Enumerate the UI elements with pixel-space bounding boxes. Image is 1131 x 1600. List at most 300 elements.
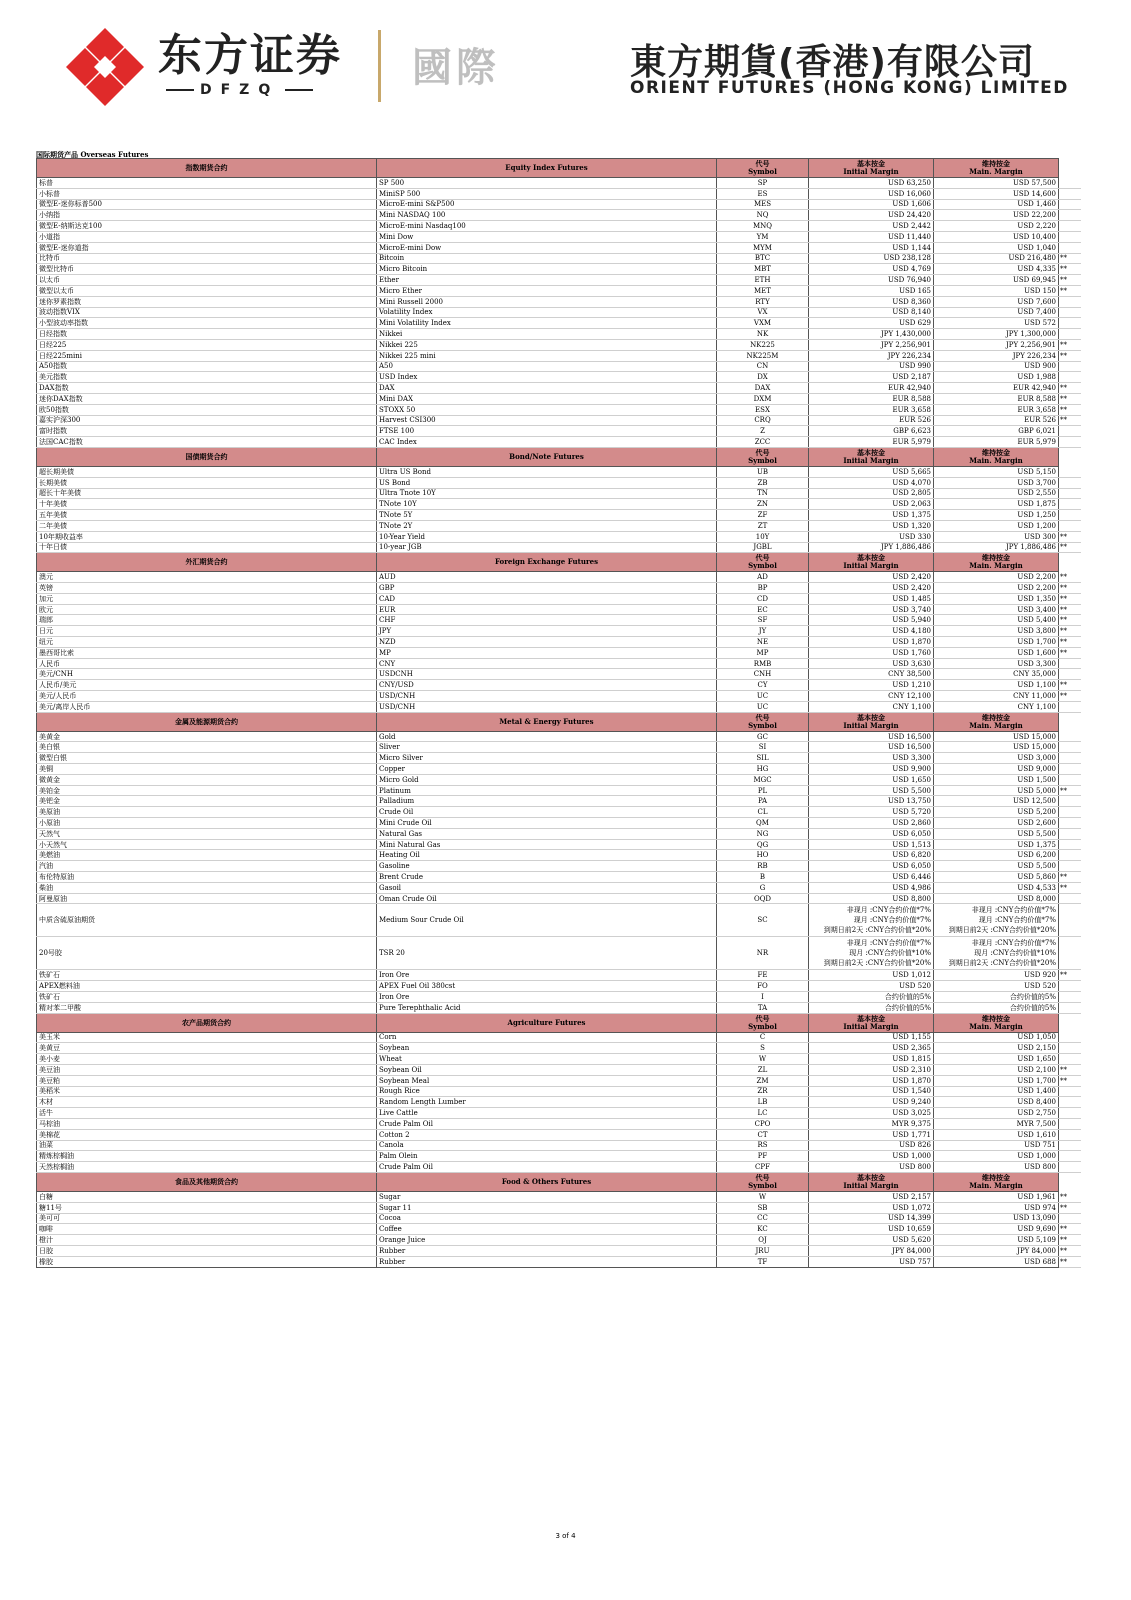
main-margin-header-en: Main. Margin bbox=[969, 455, 1023, 465]
product-symbol: SP bbox=[717, 178, 809, 189]
table-row bbox=[37, 839, 1081, 850]
product-symbol: S bbox=[717, 1043, 809, 1054]
product-name-cn: 柴油 bbox=[37, 882, 377, 893]
section-title-cn: 指数期货合约 bbox=[37, 159, 377, 178]
initial-margin: USD 13,750 bbox=[809, 796, 934, 807]
table-row bbox=[37, 242, 1081, 253]
adjust-marker bbox=[1059, 1086, 1081, 1097]
product-name-en: Bitcoin bbox=[377, 253, 717, 264]
product-name-cn: 欧元 bbox=[37, 604, 377, 615]
product-name-cn: 小纳指 bbox=[37, 210, 377, 221]
table-row bbox=[37, 350, 1081, 361]
initial-margin: USD 16,500 bbox=[809, 731, 934, 742]
product-name-cn: 咖啡 bbox=[37, 1224, 377, 1235]
product-name-cn: 阿曼原油 bbox=[37, 893, 377, 904]
table-row bbox=[37, 426, 1081, 437]
product-name-en: Nikkei 225 mini bbox=[377, 350, 717, 361]
table-row bbox=[37, 178, 1081, 189]
symbol-header-cn: 代号 bbox=[755, 1172, 770, 1182]
table-row bbox=[37, 1202, 1081, 1213]
section-header bbox=[37, 159, 1081, 178]
table-row bbox=[37, 1043, 1081, 1054]
symbol-header-cn: 代号 bbox=[755, 447, 770, 457]
initial-margin: USD 8,140 bbox=[809, 307, 934, 318]
main-margin-header bbox=[934, 447, 1059, 466]
adjust-marker: ** bbox=[1059, 691, 1081, 702]
product-symbol: ZT bbox=[717, 520, 809, 531]
initial-margin: USD 8,360 bbox=[809, 296, 934, 307]
product-name-en: Rough Rice bbox=[377, 1086, 717, 1097]
table-row bbox=[37, 1256, 1081, 1267]
product-symbol: QG bbox=[717, 839, 809, 850]
product-name-cn: 微型E-纳斯达克100 bbox=[37, 221, 377, 232]
initial-margin: USD 5,500 bbox=[809, 785, 934, 796]
product-name-cn: 汽油 bbox=[37, 861, 377, 872]
product-symbol: QM bbox=[717, 818, 809, 829]
table-row bbox=[37, 199, 1081, 210]
symbol-header-cn: 代号 bbox=[755, 712, 770, 722]
main-margin-header bbox=[934, 712, 1059, 731]
product-name-en: Mini Natural Gas bbox=[377, 839, 717, 850]
initial-margin-header bbox=[809, 1013, 934, 1032]
product-symbol: TA bbox=[717, 1002, 809, 1013]
main-margin: EUR 42,940 bbox=[934, 383, 1059, 394]
adjust-marker bbox=[1059, 981, 1081, 992]
main-margin: EUR 5,979 bbox=[934, 437, 1059, 448]
adjust-marker bbox=[1059, 1151, 1081, 1162]
main-margin: USD 1,650 bbox=[934, 1054, 1059, 1065]
symbol-header-en: Symbol bbox=[748, 720, 777, 730]
product-symbol: MET bbox=[717, 285, 809, 296]
table-row bbox=[37, 774, 1081, 785]
initial-margin: JPY 2,256,901 bbox=[809, 339, 934, 350]
product-name-cn: 美白银 bbox=[37, 742, 377, 753]
product-name-cn: 澳元 bbox=[37, 572, 377, 583]
table-row bbox=[37, 488, 1081, 499]
adjust-marker bbox=[1059, 520, 1081, 531]
product-name-en: Volatility Index bbox=[377, 307, 717, 318]
product-symbol: CT bbox=[717, 1129, 809, 1140]
initial-margin: CNY 12,100 bbox=[809, 691, 934, 702]
adjust-marker bbox=[1059, 188, 1081, 199]
symbol-header-en: Symbol bbox=[748, 1021, 777, 1031]
product-symbol: ZCC bbox=[717, 437, 809, 448]
product-symbol: ES bbox=[717, 188, 809, 199]
product-name-en: TNote 10Y bbox=[377, 499, 717, 510]
initial-margin: USD 1,540 bbox=[809, 1086, 934, 1097]
initial-margin: USD 1,000 bbox=[809, 1151, 934, 1162]
initial-margin: USD 1,012 bbox=[809, 970, 934, 981]
product-name-en: Random Length Lumber bbox=[377, 1097, 717, 1108]
sheet-title-cn: 国际期货产品 bbox=[36, 150, 78, 159]
product-symbol: JY bbox=[717, 626, 809, 637]
main-margin: USD 7,600 bbox=[934, 296, 1059, 307]
adjust-marker bbox=[1059, 210, 1081, 221]
product-name-en: US Bond bbox=[377, 477, 717, 488]
adjust-marker bbox=[1059, 1129, 1081, 1140]
product-symbol: ETH bbox=[717, 275, 809, 286]
product-symbol: NG bbox=[717, 828, 809, 839]
product-name-cn: 微型比特币 bbox=[37, 264, 377, 275]
adjust-marker bbox=[1059, 893, 1081, 904]
main-margin: USD 2,550 bbox=[934, 488, 1059, 499]
product-name-en: Ultra Tnote 10Y bbox=[377, 488, 717, 499]
initial-margin: USD 1,155 bbox=[809, 1032, 934, 1043]
product-name-cn: 小标普 bbox=[37, 188, 377, 199]
product-name-en: Wheat bbox=[377, 1054, 717, 1065]
initial-margin: MYR 9,375 bbox=[809, 1118, 934, 1129]
initial-margin: EUR 8,588 bbox=[809, 393, 934, 404]
main-margin: JPY 226,234 bbox=[934, 350, 1059, 361]
adjust-marker: ** bbox=[1059, 572, 1081, 583]
product-name-cn: 微型以太币 bbox=[37, 285, 377, 296]
initial-margin: USD 5,720 bbox=[809, 807, 934, 818]
main-margin: USD 2,150 bbox=[934, 1043, 1059, 1054]
product-name-cn: 美可可 bbox=[37, 1213, 377, 1224]
product-name-cn: A50指数 bbox=[37, 361, 377, 372]
product-name-cn: 波动指数VIX bbox=[37, 307, 377, 318]
initial-margin-header-en: Initial Margin bbox=[843, 167, 899, 176]
initial-margin: USD 1,375 bbox=[809, 510, 934, 521]
adjust-marker bbox=[1059, 499, 1081, 510]
table-row bbox=[37, 1162, 1081, 1173]
initial-margin: USD 6,446 bbox=[809, 872, 934, 883]
product-name-cn: 白糖 bbox=[37, 1191, 377, 1202]
product-name-cn: 美燃油 bbox=[37, 850, 377, 861]
product-symbol: CD bbox=[717, 593, 809, 604]
adjust-marker: ** bbox=[1059, 970, 1081, 981]
product-symbol: PL bbox=[717, 785, 809, 796]
adjust-marker: ** bbox=[1059, 1075, 1081, 1086]
table-row bbox=[37, 253, 1081, 264]
main-margin: USD 3,400 bbox=[934, 604, 1059, 615]
initial-margin bbox=[809, 904, 934, 937]
main-margin: USD 1,375 bbox=[934, 839, 1059, 850]
table-row bbox=[37, 818, 1081, 829]
table-row bbox=[37, 318, 1081, 329]
product-symbol: SC bbox=[717, 904, 809, 937]
main-margin-line: 现月 :CNY合约价值*10% bbox=[974, 949, 1056, 958]
product-name-en: USD/CNH bbox=[377, 701, 717, 712]
table-row bbox=[37, 1129, 1081, 1140]
initial-margin: EUR 5,979 bbox=[809, 437, 934, 448]
product-name-cn: 铁矿石 bbox=[37, 970, 377, 981]
initial-margin: USD 2,442 bbox=[809, 221, 934, 232]
initial-margin: USD 2,157 bbox=[809, 1191, 934, 1202]
product-symbol: B bbox=[717, 872, 809, 883]
main-margin: USD 5,109 bbox=[934, 1235, 1059, 1246]
main-margin: USD 1,040 bbox=[934, 242, 1059, 253]
product-symbol: FO bbox=[717, 981, 809, 992]
product-name-cn: 嘉实沪深300 bbox=[37, 415, 377, 426]
table-row bbox=[37, 393, 1081, 404]
initial-margin: USD 10,659 bbox=[809, 1224, 934, 1235]
product-symbol: FE bbox=[717, 970, 809, 981]
product-symbol: HO bbox=[717, 850, 809, 861]
product-name-cn: 日胶 bbox=[37, 1245, 377, 1256]
product-symbol: CL bbox=[717, 807, 809, 818]
product-name-cn: 日经225 bbox=[37, 339, 377, 350]
product-name-en: Sugar 11 bbox=[377, 1202, 717, 1213]
main-margin: EUR 8,588 bbox=[934, 393, 1059, 404]
product-name-cn: 美豆粕 bbox=[37, 1075, 377, 1086]
main-margin: USD 1,988 bbox=[934, 372, 1059, 383]
main-margin: USD 2,200 bbox=[934, 572, 1059, 583]
main-margin-header-cn: 维持按金 bbox=[982, 712, 1010, 722]
initial-margin: USD 1,320 bbox=[809, 520, 934, 531]
symbol-header bbox=[717, 1013, 809, 1032]
product-name-en: Mini Dow bbox=[377, 231, 717, 242]
section-title-en: Foreign Exchange Futures bbox=[377, 553, 717, 572]
product-name-cn: 木材 bbox=[37, 1097, 377, 1108]
table-row bbox=[37, 188, 1081, 199]
table-row bbox=[37, 372, 1081, 383]
adjust-marker bbox=[1059, 1213, 1081, 1224]
table-row bbox=[37, 680, 1081, 691]
main-margin: USD 5,500 bbox=[934, 828, 1059, 839]
initial-margin-header-cn: 基本按金 bbox=[857, 553, 885, 563]
product-name-en: Palm Olein bbox=[377, 1151, 717, 1162]
product-name-cn: DAX指数 bbox=[37, 383, 377, 394]
initial-margin: USD 9,900 bbox=[809, 764, 934, 775]
main-margin: USD 10,400 bbox=[934, 231, 1059, 242]
adjust-marker: ** bbox=[1059, 647, 1081, 658]
main-margin: USD 6,200 bbox=[934, 850, 1059, 861]
product-name-cn: 长期美债 bbox=[37, 477, 377, 488]
product-symbol: LB bbox=[717, 1097, 809, 1108]
product-name-en: Mini Volatility Index bbox=[377, 318, 717, 329]
adjust-marker: ** bbox=[1059, 1202, 1081, 1213]
section-title-cn: 外汇期货合约 bbox=[37, 553, 377, 572]
product-name-cn: 以太币 bbox=[37, 275, 377, 286]
main-margin: USD 800 bbox=[934, 1162, 1059, 1173]
adjust-marker bbox=[1059, 296, 1081, 307]
main-margin: USD 5,500 bbox=[934, 861, 1059, 872]
initial-margin-header-cn: 基本按金 bbox=[857, 712, 885, 722]
product-name-en: MicroE-mini Dow bbox=[377, 242, 717, 253]
product-name-cn: 活牛 bbox=[37, 1108, 377, 1119]
product-name-en: SP 500 bbox=[377, 178, 717, 189]
section-title-en: Equity Index Futures bbox=[377, 159, 717, 178]
initial-margin: CNY 38,500 bbox=[809, 669, 934, 680]
product-name-en: USD Index bbox=[377, 372, 717, 383]
table-row bbox=[37, 221, 1081, 232]
header-spacer bbox=[1059, 447, 1081, 466]
initial-margin-header bbox=[809, 159, 934, 178]
product-name-en: 10-year JGB bbox=[377, 542, 717, 553]
table-row bbox=[37, 1235, 1081, 1246]
section-header bbox=[37, 1172, 1081, 1191]
main-margin: USD 1,460 bbox=[934, 199, 1059, 210]
product-name-en: EUR bbox=[377, 604, 717, 615]
product-name-en: Micro Silver bbox=[377, 753, 717, 764]
product-name-en: Coffee bbox=[377, 1224, 717, 1235]
main-margin: EUR 3,658 bbox=[934, 404, 1059, 415]
initial-margin: USD 3,300 bbox=[809, 753, 934, 764]
product-name-cn: 小型波动率指数 bbox=[37, 318, 377, 329]
main-margin-line: 到期日前2天 :CNY合约价值*20% bbox=[948, 926, 1056, 935]
product-symbol: MBT bbox=[717, 264, 809, 275]
table-row bbox=[37, 882, 1081, 893]
adjust-marker bbox=[1059, 937, 1081, 970]
product-symbol: NQ bbox=[717, 210, 809, 221]
product-symbol: RTY bbox=[717, 296, 809, 307]
adjust-marker: ** bbox=[1059, 1245, 1081, 1256]
initial-margin: USD 1,072 bbox=[809, 1202, 934, 1213]
adjust-marker: ** bbox=[1059, 415, 1081, 426]
product-symbol: HG bbox=[717, 764, 809, 775]
product-name-en: MiniSP 500 bbox=[377, 188, 717, 199]
table-row bbox=[37, 796, 1081, 807]
product-name-en: Mini Russell 2000 bbox=[377, 296, 717, 307]
initial-margin: USD 1,650 bbox=[809, 774, 934, 785]
product-symbol: AD bbox=[717, 572, 809, 583]
table-row bbox=[37, 1140, 1081, 1151]
table-row bbox=[37, 210, 1081, 221]
main-margin: USD 751 bbox=[934, 1140, 1059, 1151]
initial-margin: USD 2,187 bbox=[809, 372, 934, 383]
adjust-marker: ** bbox=[1059, 1256, 1081, 1267]
adjust-marker: ** bbox=[1059, 626, 1081, 637]
table-row bbox=[37, 669, 1081, 680]
table-row bbox=[37, 415, 1081, 426]
table-row bbox=[37, 499, 1081, 510]
product-name-en: Cocoa bbox=[377, 1213, 717, 1224]
product-name-cn: 美元/离岸人民币 bbox=[37, 701, 377, 712]
main-margin: USD 2,600 bbox=[934, 818, 1059, 829]
main-margin: USD 3,300 bbox=[934, 658, 1059, 669]
adjust-marker bbox=[1059, 318, 1081, 329]
product-name-en: Rubber bbox=[377, 1245, 717, 1256]
adjust-marker: ** bbox=[1059, 253, 1081, 264]
product-symbol: CY bbox=[717, 680, 809, 691]
main-margin: JPY 1,886,486 bbox=[934, 542, 1059, 553]
product-symbol: ESX bbox=[717, 404, 809, 415]
adjust-marker bbox=[1059, 1002, 1081, 1013]
product-symbol: CPF bbox=[717, 1162, 809, 1173]
product-name-cn: 微黄金 bbox=[37, 774, 377, 785]
product-name-cn: 迷你罗素指数 bbox=[37, 296, 377, 307]
adjust-marker bbox=[1059, 510, 1081, 521]
product-name-en: Harvest CSI300 bbox=[377, 415, 717, 426]
initial-margin: USD 2,063 bbox=[809, 499, 934, 510]
adjust-marker bbox=[1059, 753, 1081, 764]
initial-margin: USD 1,144 bbox=[809, 242, 934, 253]
main-margin: USD 3,800 bbox=[934, 626, 1059, 637]
product-name-cn: 五年美债 bbox=[37, 510, 377, 521]
initial-margin-line: 非现月 :CNY合约价值*7% bbox=[846, 906, 931, 915]
table-row bbox=[37, 520, 1081, 531]
main-margin: CNY 11,000 bbox=[934, 691, 1059, 702]
adjust-marker: ** bbox=[1059, 404, 1081, 415]
initial-margin: USD 238,128 bbox=[809, 253, 934, 264]
sheet-title-en: Overseas Futures bbox=[80, 150, 149, 159]
product-symbol: NK225M bbox=[717, 350, 809, 361]
header-spacer bbox=[1059, 159, 1081, 178]
adjust-marker: ** bbox=[1059, 604, 1081, 615]
main-margin: USD 216,480 bbox=[934, 253, 1059, 264]
product-name-cn: 墨西哥比索 bbox=[37, 647, 377, 658]
table-row bbox=[37, 850, 1081, 861]
main-margin: USD 5,150 bbox=[934, 466, 1059, 477]
initial-margin: JPY 84,000 bbox=[809, 1245, 934, 1256]
main-margin-header bbox=[934, 553, 1059, 572]
initial-margin: USD 1,870 bbox=[809, 1075, 934, 1086]
initial-margin: USD 2,310 bbox=[809, 1064, 934, 1075]
adjust-marker bbox=[1059, 1043, 1081, 1054]
main-margin: USD 974 bbox=[934, 1202, 1059, 1213]
product-name-en: MicroE-mini S&P500 bbox=[377, 199, 717, 210]
adjust-marker: ** bbox=[1059, 680, 1081, 691]
table-row bbox=[37, 477, 1081, 488]
initial-margin: USD 6,050 bbox=[809, 861, 934, 872]
product-name-en: FTSE 100 bbox=[377, 426, 717, 437]
initial-margin: USD 24,420 bbox=[809, 210, 934, 221]
product-name-en: USDCNH bbox=[377, 669, 717, 680]
product-name-en: Gasoline bbox=[377, 861, 717, 872]
table-row bbox=[37, 1002, 1081, 1013]
main-margin: USD 300 bbox=[934, 531, 1059, 542]
product-name-en: Soybean Meal bbox=[377, 1075, 717, 1086]
symbol-header bbox=[717, 553, 809, 572]
main-margin: USD 1,700 bbox=[934, 1075, 1059, 1086]
adjust-marker: ** bbox=[1059, 872, 1081, 883]
initial-margin: USD 1,760 bbox=[809, 647, 934, 658]
initial-margin: USD 11,440 bbox=[809, 231, 934, 242]
product-name-cn: 美黄豆 bbox=[37, 1043, 377, 1054]
adjust-marker bbox=[1059, 1032, 1081, 1043]
table-row bbox=[37, 691, 1081, 702]
symbol-header-cn: 代号 bbox=[755, 553, 770, 563]
initial-margin: USD 330 bbox=[809, 531, 934, 542]
product-name-cn: APEX燃料油 bbox=[37, 981, 377, 992]
symbol-header bbox=[717, 447, 809, 466]
product-symbol: SB bbox=[717, 1202, 809, 1213]
adjust-marker bbox=[1059, 242, 1081, 253]
product-symbol: DXM bbox=[717, 393, 809, 404]
main-margin bbox=[934, 937, 1059, 970]
main-margin: USD 2,200 bbox=[934, 583, 1059, 594]
adjust-marker bbox=[1059, 1054, 1081, 1065]
product-name-cn: 美豆油 bbox=[37, 1064, 377, 1075]
product-name-cn: 马棕油 bbox=[37, 1118, 377, 1129]
product-name-en: Platinum bbox=[377, 785, 717, 796]
initial-margin: GBP 6,623 bbox=[809, 426, 934, 437]
product-symbol: ZL bbox=[717, 1064, 809, 1075]
company-name-cn: 東方期貨(香港)有限公司 bbox=[630, 42, 1035, 83]
adjust-marker bbox=[1059, 329, 1081, 340]
product-name-cn: 美钯金 bbox=[37, 796, 377, 807]
main-margin: JPY 2,256,901 bbox=[934, 339, 1059, 350]
product-symbol: CC bbox=[717, 1213, 809, 1224]
adjust-marker: ** bbox=[1059, 1064, 1081, 1075]
main-margin-header-cn: 维持按金 bbox=[982, 1013, 1010, 1023]
main-margin-header bbox=[934, 1013, 1059, 1032]
table-row bbox=[37, 1245, 1081, 1256]
adjust-marker bbox=[1059, 818, 1081, 829]
table-row bbox=[37, 531, 1081, 542]
table-row bbox=[37, 626, 1081, 637]
initial-margin: USD 76,940 bbox=[809, 275, 934, 286]
table-row bbox=[37, 647, 1081, 658]
main-margin: USD 9,000 bbox=[934, 764, 1059, 775]
adjust-marker bbox=[1059, 361, 1081, 372]
product-symbol: UC bbox=[717, 691, 809, 702]
product-name-cn: 橡胶 bbox=[37, 1256, 377, 1267]
section-title-cn: 国债期货合约 bbox=[37, 447, 377, 466]
product-symbol: NK bbox=[717, 329, 809, 340]
main-margin: MYR 7,500 bbox=[934, 1118, 1059, 1129]
